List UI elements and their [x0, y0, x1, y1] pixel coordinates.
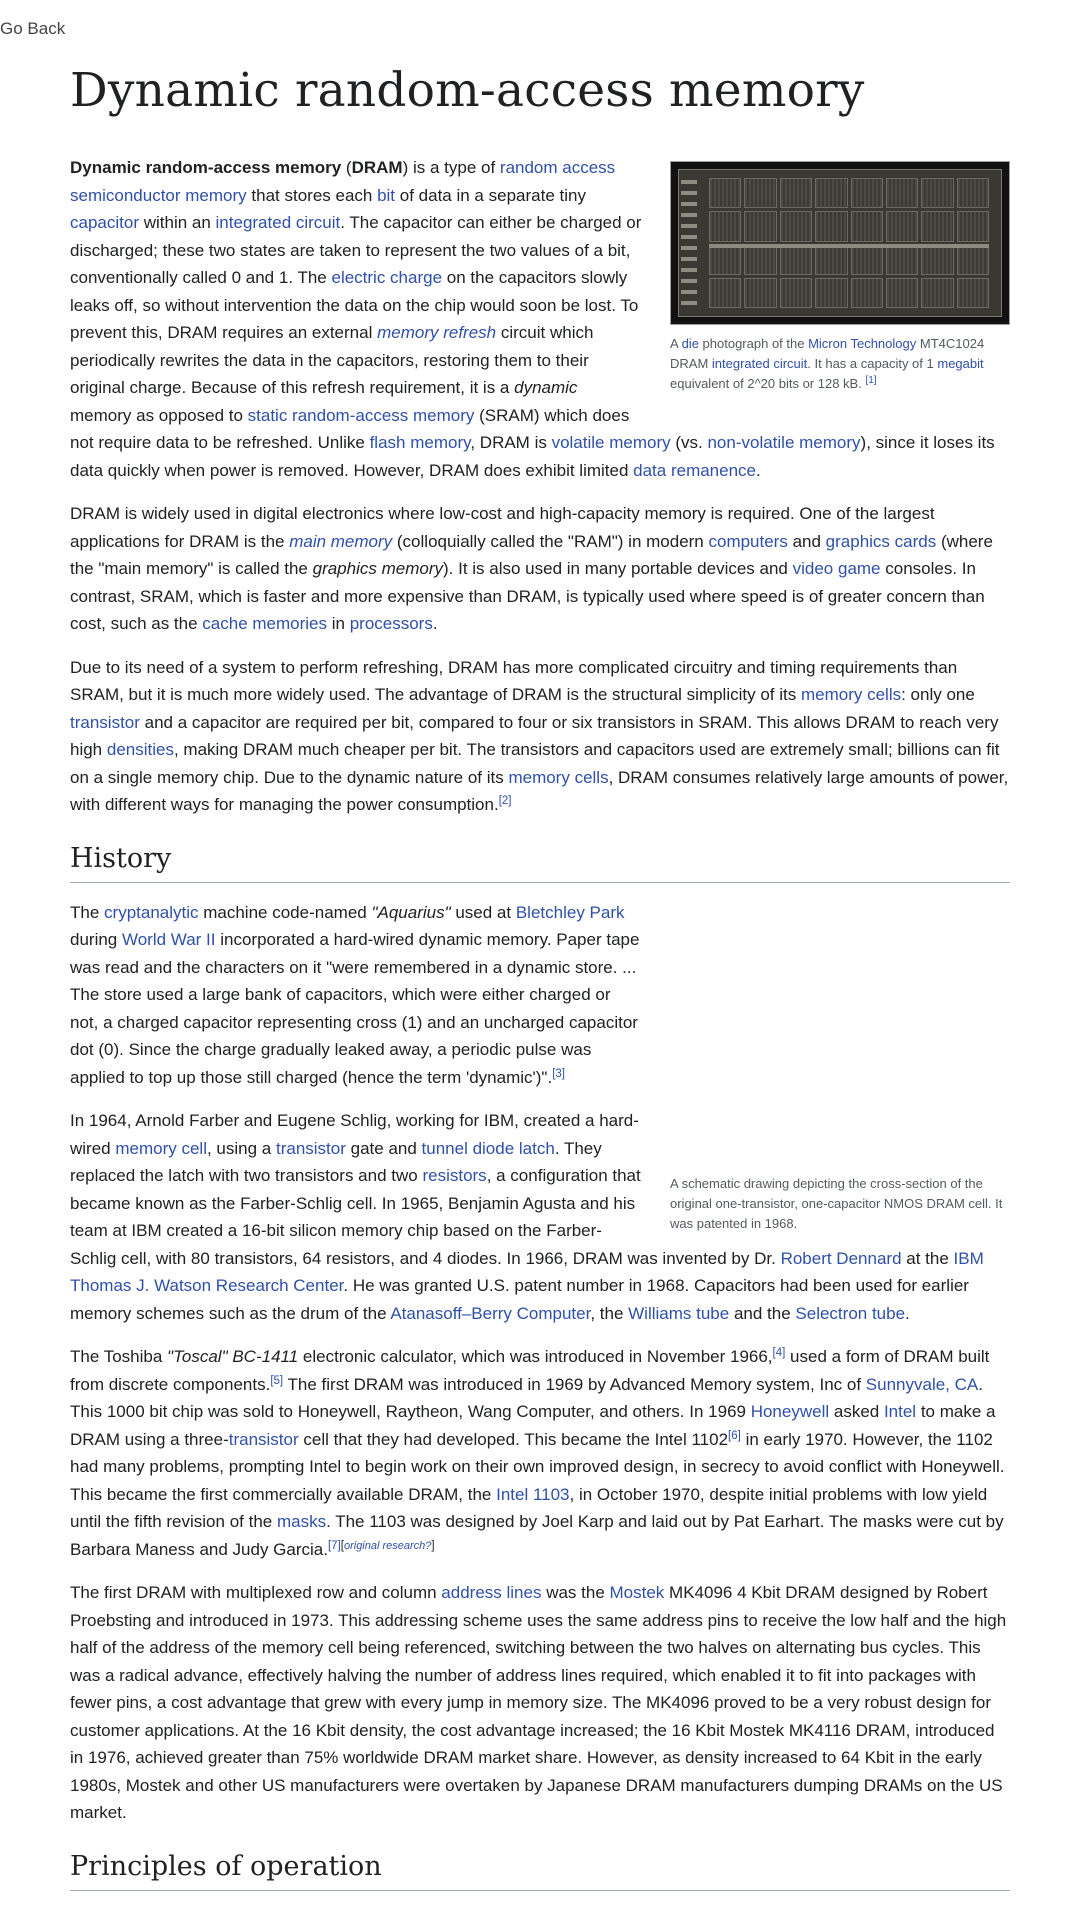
link-static-random-access-memory[interactable]: static random-access memory: [247, 405, 475, 425]
ref-4[interactable]: [4]: [772, 1347, 786, 1360]
link-non-volatile-memory[interactable]: non-volatile memory: [707, 433, 861, 453]
history-paragraph-2: In 1964, Arnold Farber and Eugene Schlig, working for IBM, created a hard-wired memory cell, using a transistor gate and tunnel diode latch. They replaced the latch with two transistors and two resistors, a configuration that became known as the Farber-Schlig cell. In 1965, Benjamin Agusta and his team at IBM created a 16-bit silicon memory chip based on the Farber-Schlig cell, with 80 transistors, 64 resistors, and 4 diodes. In 1966, DRAM was invented by Dr. Robert Dennard at the IBM Thomas J. Watson Research Center. He was granted U.S. patent number in 1968. Capacitors had been used for earlier memory schemes such as the drum of the Atanasoff–Berry Computer, the Williams tube and the Selectron tube.: [70, 1111, 984, 1323]
link-intel-1103[interactable]: Intel 1103: [496, 1484, 570, 1504]
link-ibm-watson-research-center[interactable]: IBM Thomas J. Watson Research Center: [70, 1248, 984, 1296]
link-intel[interactable]: Intel: [883, 1402, 917, 1422]
link-megabit[interactable]: megabit: [937, 356, 984, 372]
link-mostek[interactable]: Mostek: [609, 1583, 665, 1603]
history-paragraph-3: The Toshiba "Toscal" BC-1411 electronic calculator, which was introduced in November 1966,[4] used a form of DRAM built from discrete components.[5] The first DRAM was introduced in 1969 by Advanced Memory system, Inc of Sunnyvale, CA. This 1000 bit chip was sold to Honeywell, Raytheon, Wang Computer, and others. In 1969 Honeywell asked Intel to make a DRAM using a three-transistor cell that they had developed. This became the Intel 1102[6] in early 1970. However, the 1102 had many problems, prompting Intel to begin work on their own improved design, in secrecy to avoid conflict with Honeywell. This became the first commercially available DRAM, the Intel 1103, in October 1970, despite initial problems with low yield until the fifth revision of the masks. The 1103 was designed by Joel Karp and laid out by Pat Earhart. The masks were cut by Barbara Maness and Judy Garcia.[7][original research?]: [70, 1347, 1005, 1559]
link-honeywell[interactable]: Honeywell: [750, 1402, 830, 1422]
go-back-link[interactable]: Go Back: [0, 19, 66, 38]
schematic-figure: [670, 899, 1010, 1234]
link-processors[interactable]: processors: [349, 614, 433, 634]
link-integrated-circuit[interactable]: integrated circuit: [215, 213, 341, 233]
link-transistor[interactable]: transistor: [70, 712, 140, 732]
schematic-caption: A schematic drawing depicting the cross-section of the original one-transistor, one-capacitor NMOS DRAM cell. It was patented in 1968.: [670, 1175, 1003, 1231]
link-random-access[interactable]: random access: [499, 158, 616, 178]
link-memory-refresh[interactable]: memory refresh: [377, 323, 497, 343]
link-die[interactable]: die: [681, 336, 699, 352]
link-graphics-cards[interactable]: graphics cards: [825, 531, 937, 551]
link-resistors[interactable]: resistors: [422, 1166, 487, 1186]
link-capacitor[interactable]: capacitor: [70, 213, 139, 233]
ref-1[interactable]: [1]: [865, 375, 877, 387]
intro-paragraph-2: DRAM is widely used in digital electronics where low-cost and high-capacity memory is required. One of the largest applications for DRAM is the main memory (colloquially called the "RAM") in modern computers and graphics cards (where the "main memory" is called the graphics memory). It is also used in many portable devices and video game consoles. In contrast, SRAM, which is faster and more expensive than DRAM, is typically used where speed is of greater concern than cost, such as the cache memories in processors.: [70, 504, 993, 634]
ref-2[interactable]: [2]: [498, 795, 512, 808]
history-paragraph-1: The cryptanalytic machine code-named "Aquarius" used at Bletchley Park during World War II incorporated a hard-wired dynamic memory. Paper tape was read and the characters on it "were remembered in a dynamic store. ... The store used a large bank of capacitors, which were either charged or not, a charged capacitor representing cross (1) and an uncharged capacitor dot (0). Since the charge gradually leaked away, a periodic pulse was applied to top up those still charged (hence the term 'dynamic')".[3]: [70, 902, 640, 1087]
link-sunnyvale-ca[interactable]: Sunnyvale, CA: [865, 1374, 979, 1394]
link-integrated-circuit[interactable]: integrated circuit: [711, 356, 808, 372]
link-bit[interactable]: bit: [377, 185, 396, 205]
link-williams-tube[interactable]: Williams tube: [628, 1303, 730, 1323]
link-original-research[interactable]: original research?: [343, 1539, 432, 1552]
page-title: Dynamic random-access memory: [70, 63, 865, 118]
link-memory-cell[interactable]: memory cell: [115, 1138, 207, 1158]
link-main-memory[interactable]: main memory: [289, 531, 393, 551]
ref-6[interactable]: [6]: [728, 1429, 741, 1442]
die-figure: [670, 161, 1010, 394]
link-tunnel-diode-latch[interactable]: tunnel diode latch: [421, 1138, 555, 1158]
link-volatile-memory[interactable]: volatile memory: [551, 433, 671, 453]
link-video-game[interactable]: video game: [792, 559, 881, 579]
die-caption: A die photograph of the Micron Technology MT4C1024 DRAM integrated circuit. It has a capacity of 1 megabit equivalent of 2^20 bits or 128 kB. [1]: [670, 336, 985, 392]
link-transistor[interactable]: transistor: [228, 1429, 299, 1449]
link-electric-charge[interactable]: electric charge: [331, 268, 443, 288]
link-flash-memory[interactable]: flash memory: [369, 433, 471, 453]
link-cryptanalytic[interactable]: cryptanalytic: [104, 902, 199, 922]
link-robert-dennard[interactable]: Robert Dennard: [780, 1248, 902, 1268]
link-atanasoff-berry-computer[interactable]: Atanasoff–Berry Computer: [390, 1303, 591, 1323]
history-paragraph-4: The first DRAM with multiplexed row and column address lines was the Mostek MK4096 4 Kbit DRAM designed by Robert Proebsting and introduced in 1973. This addressing scheme uses the same address pins to receive the low half and the high half of the address of the memory cell being referenced, switching between the two halves on alternating bus cycles. This was a radical advance, effectively halving the number of address lines required, which enabled it to fit into packages with fewer pins, a cost advantage that grew with every jump in memory size. The MK4096 proved to be a very robust design for customer applications. At the 16 Kbit density, the cost advantage increased; the 16 Kbit Mostek MK4116 DRAM, introduced in 1976, achieved greater than 75% worldwide DRAM market share. However, as density increased to 64 Kbit in the early 1980s, Mostek and other US manufacturers were overtaken by Japanese DRAM manufacturers dumping DRAMs on the US market.: [70, 1583, 1007, 1823]
link-densities[interactable]: densities: [106, 740, 174, 760]
principles-heading: Principles of operation: [70, 1849, 1010, 1891]
link-transistor[interactable]: transistor: [275, 1138, 346, 1158]
link-memory-cells[interactable]: memory cells: [800, 685, 902, 705]
link-address-lines[interactable]: address lines: [441, 1583, 542, 1603]
die-photo[interactable]: [670, 161, 1010, 325]
ref-5[interactable]: [5]: [270, 1374, 284, 1387]
history-heading: History: [70, 841, 1010, 883]
link-selectron-tube[interactable]: Selectron tube: [795, 1303, 906, 1323]
link-computers[interactable]: computers: [708, 531, 788, 551]
link-world-war-ii[interactable]: World War II: [121, 930, 216, 950]
link-cache-memories[interactable]: cache memories: [202, 614, 328, 634]
link-masks[interactable]: masks: [276, 1512, 327, 1532]
article: [70, 64, 1010, 1905]
link-bletchley-park[interactable]: Bletchley Park: [515, 902, 625, 922]
link-data-remanence[interactable]: data remanence: [633, 460, 757, 480]
link-semiconductor-memory[interactable]: semiconductor memory: [70, 185, 247, 205]
link-micron-technology[interactable]: Micron Technology: [808, 336, 917, 352]
schematic-image[interactable]: [670, 899, 1010, 1165]
ref-3[interactable]: [3]: [552, 1067, 565, 1080]
intro-paragraph-3: Due to its need of a system to perform refreshing, DRAM has more complicated circuitry and timing requirements than SRAM, but it is much more widely used. The advantage of DRAM is the structural simplicity of its memory cells: only one transistor and a capacitor are required per bit, compared to four or six transistors in SRAM. This allows DRAM to reach very high densities, making DRAM much cheaper per bit. The transistors and capacitors used are extremely small; billions can fit on a single memory chip. Due to the dynamic nature of its memory cells, DRAM consumes relatively large amounts of power, with different ways for managing the power consumption.[2]: [70, 657, 1009, 815]
ref-7[interactable]: [7]: [327, 1539, 341, 1552]
intro-paragraph-1: Dynamic random-access memory (DRAM) is a type of random access semiconductor memory that stores each bit of data in a separate tiny capacitor within an integrated circuit. The capacitor can either be charged or discharged; these two states are taken to represent the two values of a bit, conventionally called 0 and 1. The electric charge on the capacitors slowly leaks off, so without intervention the data on the chip would soon be lost. To prevent this, DRAM requires an external memory refresh circuit which periodically rewrites the data in the capacitors, restoring them to their original charge. Because of this refresh requirement, it is a dynamic memory as opposed to static random-access memory (SRAM) which does not require data to be refreshed. Unlike flash memory, DRAM is volatile memory (vs. non-volatile memory), since it loses its data quickly when power is removed. However, DRAM does exhibit limited data remanence.: [70, 158, 995, 480]
link-memory-cells[interactable]: memory cells: [508, 767, 609, 787]
